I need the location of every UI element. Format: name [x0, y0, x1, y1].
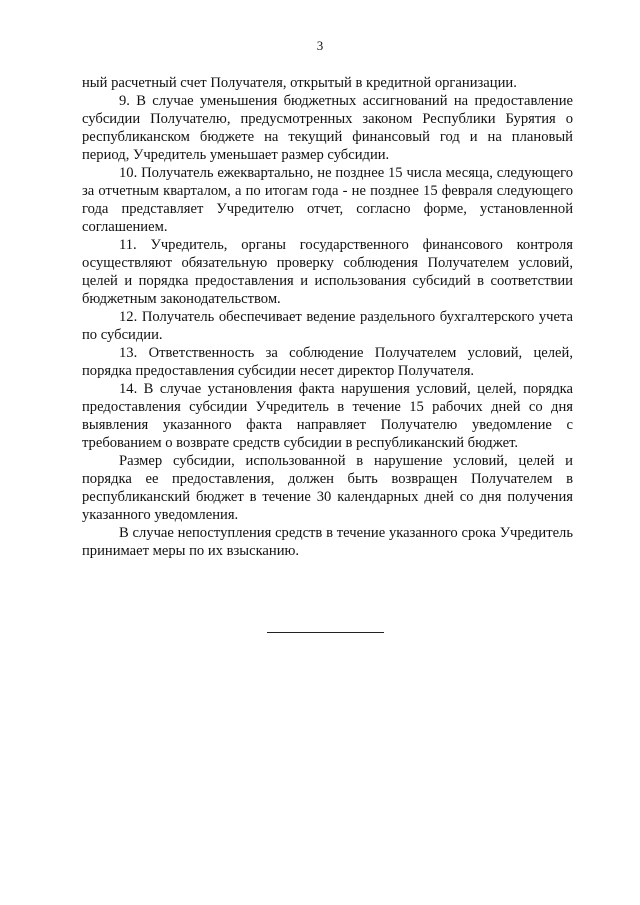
document-body: [82, 74, 573, 560]
paragraph-subsidy-return: Размер субсидии, использованной в нарушение условий, целей и порядка ее предоставления, должен быть возвращен Получателем в республиканский бюджет в течение 30 календарных дней со дня получения указанного уведомления.: [82, 453, 573, 523]
end-of-document-rule: [267, 632, 384, 633]
page-number: 3: [316, 38, 324, 53]
paragraph-continuation: ный расчетный счет Получателя, открытый в кредитной организации.: [82, 75, 517, 91]
paragraph-recovery-measures: В случае непоступления средств в течение указанного срока Учредитель принимает меры по их взысканию.: [82, 525, 573, 559]
paragraph-item-10: 10. Получатель ежеквартально, не позднее 15 числа месяца, следующего за отчетным кварталом, а по итогам года - не позднее 15 февраля следующего года представляет Учредителю отчет, согласно форме, установленной соглашением.: [82, 165, 573, 235]
paragraph-item-14: 14. В случае установления факта нарушения условий, целей, порядка предоставления субсидии Учредитель в течение 15 рабочих дней со дня выявления указанного факта направляет Получателю уведомление с требованием о возврате средств субсидии в республиканский бюджет.: [82, 381, 573, 451]
paragraph-item-9: 9. В случае уменьшения бюджетных ассигнований на предоставление субсидии Получателю, предусмотренных законом Республики Бурятия о республиканском бюджете на текущий финансовый год и на плановый период, Учредитель уменьшает размер субсидии.: [82, 93, 573, 163]
paragraph-item-12: 12. Получатель обеспечивает ведение раздельного бухгалтерского учета по субсидии.: [82, 309, 573, 343]
paragraph-item-11: 11. Учредитель, органы государственного финансового контроля осуществляют обязательную проверку соблюдения Получателем условий, целей и порядка предоставления и использования субсидий в соответствии бюджетным законодательством.: [82, 237, 573, 307]
paragraph-item-13: 13. Ответственность за соблюдение Получателем условий, целей, порядка предоставления субсидии несет директор Получателя.: [82, 345, 573, 379]
